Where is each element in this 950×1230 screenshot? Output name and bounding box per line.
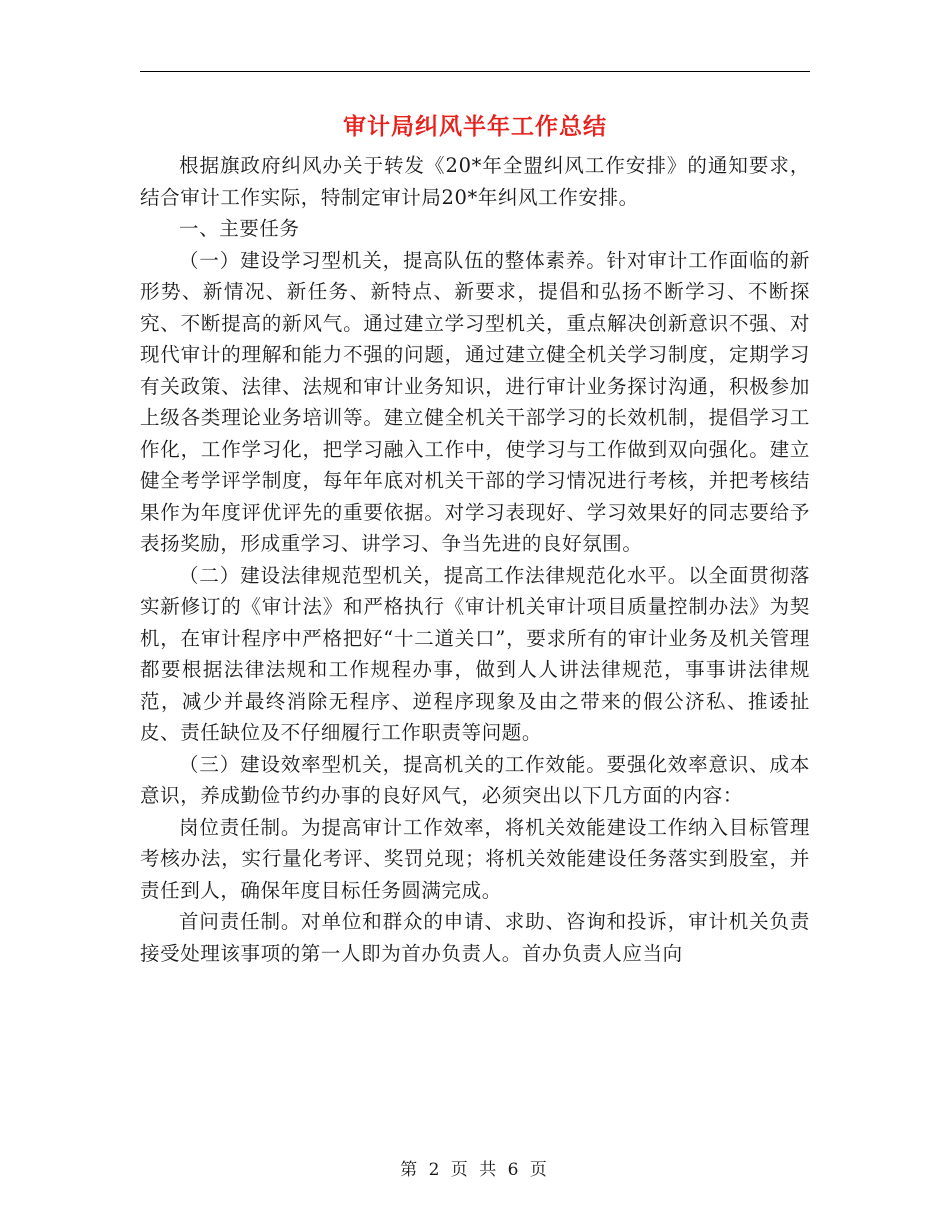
section-heading-main-tasks: 一、主要任务 bbox=[179, 217, 300, 240]
page-number-footer: 第 2 页 共 6 页 bbox=[400, 1160, 550, 1180]
paragraph-legal-standardization: （二）建设法律规范型机关，提高工作法律规范化水平。以全面贯彻落实新修订的《审计法》和严格执行《审计机关审计项目质量控制办法》为契机，在审计程序中严格把好“十二道关口”，要求所有的审计业务及机关管理都要根据法律法规和工作规程办事，做到人人讲法律规范，事事讲法律规范，减少并最终消除无程序、逆程序现象及由之带来的假公济私、推诿扯皮、责任缺位及不仔细履行工作职责等问题。 bbox=[140, 563, 810, 744]
paragraph-efficiency: （三）建设效率型机关，提高机关的工作效能。要强化效率意识、成本意识，养成勤俭节约办事的良好风气，必须突出以下几方面的内容： bbox=[140, 752, 810, 807]
document-body bbox=[140, 150, 810, 969]
document-title: 审计局纠风半年工作总结 bbox=[343, 113, 607, 140]
paragraph-intro: 根据旗政府纠风办关于转发《20*年全盟纠风工作安排》的通知要求，结合审计工作实际，特制定审计局20*年纠风工作安排。 bbox=[140, 154, 810, 209]
paragraph-post-responsibility: 岗位责任制。为提高审计工作效率，将机关效能建设工作纳入目标管理考核办法，实行量化考评、奖罚兑现；将机关效能建设任务落实到股室，并责任到人，确保年度目标任务圆满完成。 bbox=[140, 815, 810, 902]
header-rule bbox=[140, 71, 810, 72]
paragraph-learning-organization: （一）建设学习型机关，提高队伍的整体素养。针对审计工作面临的新形势、新情况、新任务、新特点、新要求，提倡和弘扬不断学习、不断探究、不断提高的新风气。通过建立学习型机关，重点解决创新意识不强、对现代审计的理解和能力不强的问题，通过建立健全机关学习制度，定期学习有关政策、法律、法规和审计业务知识，进行审计业务探讨沟通，积极参加上级各类理论业务培训等。建立健全机关干部学习的长效机制，提倡学习工作化，工作学习化，把学习融入工作中，使学习与工作做到双向强化。建立健全考学评学制度，每年年底对机关干部的学习情况进行考核，并把考核结果作为年度评优评先的重要依据。对学习表现好、学习效果好的同志要给予表扬奖励，形成重学习、讲学习、争当先进的良好氛围。 bbox=[140, 248, 810, 555]
paragraph-first-inquiry: 首问责任制。对单位和群众的申请、求助、咨询和投诉，审计机关负责接受处理该事项的第一人即为首办负责人。首办负责人应当向 bbox=[140, 910, 810, 965]
